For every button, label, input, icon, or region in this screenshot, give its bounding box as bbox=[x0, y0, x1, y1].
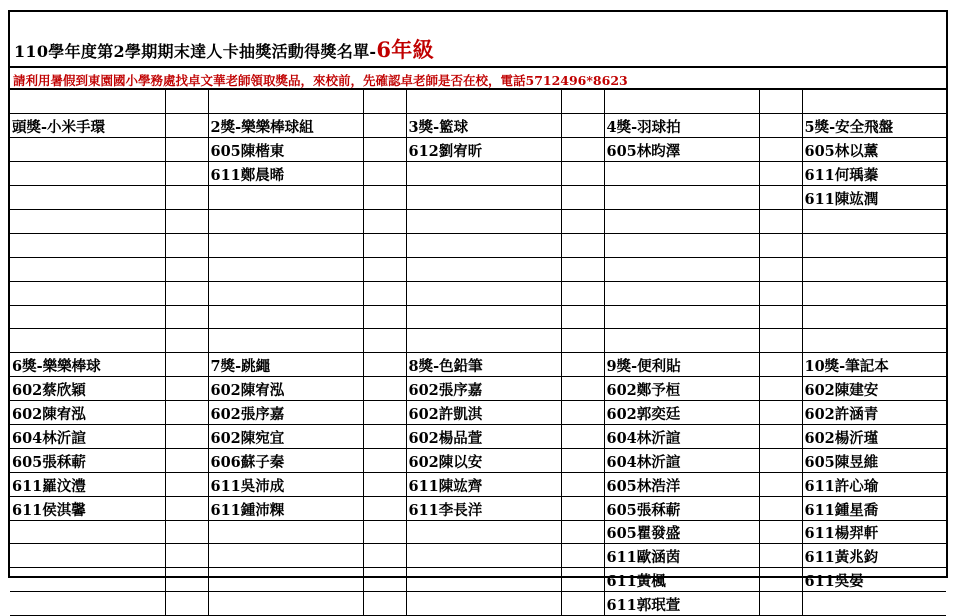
empty-cell bbox=[10, 233, 165, 257]
spacer-cell bbox=[165, 401, 208, 425]
spacer-cell bbox=[561, 305, 604, 329]
spacer-cell bbox=[363, 281, 406, 305]
spacer-cell bbox=[363, 305, 406, 329]
spacer-cell bbox=[363, 257, 406, 281]
spacer-cell bbox=[561, 114, 604, 138]
winner-cell: 611吳晏 bbox=[802, 568, 946, 592]
winner-cell: 602郭奕廷 bbox=[604, 401, 759, 425]
spacer-cell bbox=[561, 496, 604, 520]
prize-header-row bbox=[10, 353, 946, 377]
spacer-cell bbox=[759, 114, 802, 138]
prize-header: 6獎-樂樂棒球 bbox=[10, 353, 165, 377]
spacer-cell bbox=[561, 138, 604, 162]
empty-cell bbox=[10, 520, 165, 544]
winner-row bbox=[10, 162, 946, 186]
winner-cell: 605張秝蔪 bbox=[604, 496, 759, 520]
award-sheet bbox=[8, 10, 948, 615]
spacer-cell bbox=[759, 138, 802, 162]
spacer-cell bbox=[561, 329, 604, 353]
winner-cell: 611羅汶澧 bbox=[10, 472, 165, 496]
winner-cell: 611許心瑜 bbox=[802, 472, 946, 496]
winner-cell: 602陳以安 bbox=[406, 448, 561, 472]
winner-cell: 602陳宥泓 bbox=[10, 401, 165, 425]
spacer-cell bbox=[759, 424, 802, 448]
winner-row bbox=[10, 377, 946, 401]
winner-row bbox=[10, 544, 946, 568]
winner-row bbox=[10, 209, 946, 233]
notice-row bbox=[10, 68, 946, 90]
title-row bbox=[10, 12, 946, 68]
winner-cell: 611歐涵茵 bbox=[604, 544, 759, 568]
empty-cell bbox=[10, 568, 165, 592]
title-grade: 6年級 bbox=[376, 37, 434, 62]
spacer-cell bbox=[363, 329, 406, 353]
empty-cell bbox=[10, 592, 165, 616]
winner-row bbox=[10, 257, 946, 281]
spacer-cell bbox=[759, 353, 802, 377]
winner-cell: 602陳宥泓 bbox=[208, 377, 363, 401]
winner-cell: 611李長洋 bbox=[406, 496, 561, 520]
winner-row bbox=[10, 305, 946, 329]
winner-cell: 602張序嘉 bbox=[406, 377, 561, 401]
spacer-cell bbox=[165, 448, 208, 472]
winner-cell: 605瞿發盛 bbox=[604, 520, 759, 544]
winner-row bbox=[10, 448, 946, 472]
spacer-cell bbox=[165, 209, 208, 233]
winner-cell: 602許凱淇 bbox=[406, 401, 561, 425]
spacer-cell bbox=[561, 233, 604, 257]
spacer-cell bbox=[561, 90, 604, 114]
winner-cell: 602陳建安 bbox=[802, 377, 946, 401]
winner-row bbox=[10, 472, 946, 496]
winner-cell: 612劉宥昕 bbox=[406, 138, 561, 162]
empty-cell bbox=[604, 186, 759, 210]
empty-cell bbox=[10, 305, 165, 329]
spacer-cell bbox=[165, 424, 208, 448]
empty-cell bbox=[802, 329, 946, 353]
spacer-cell bbox=[561, 544, 604, 568]
winners-table bbox=[10, 90, 946, 616]
empty-cell bbox=[208, 186, 363, 210]
empty-cell bbox=[802, 257, 946, 281]
empty-cell bbox=[406, 90, 561, 114]
winner-cell: 605張秝蔪 bbox=[10, 448, 165, 472]
winner-row bbox=[10, 568, 946, 592]
spacer-cell bbox=[165, 138, 208, 162]
empty-cell bbox=[604, 233, 759, 257]
spacer-cell bbox=[561, 592, 604, 616]
winner-cell: 602楊沂瑾 bbox=[802, 424, 946, 448]
prize-header: 4獎-羽球拍 bbox=[604, 114, 759, 138]
spacer-cell bbox=[165, 568, 208, 592]
spacer-cell bbox=[363, 592, 406, 616]
empty-cell bbox=[10, 257, 165, 281]
winner-row bbox=[10, 424, 946, 448]
empty-cell bbox=[802, 592, 946, 616]
winner-row bbox=[10, 520, 946, 544]
winner-cell: 611鍾沛粿 bbox=[208, 496, 363, 520]
spacer-cell bbox=[561, 568, 604, 592]
spacer-cell bbox=[561, 472, 604, 496]
spacer-cell bbox=[165, 520, 208, 544]
spacer-cell bbox=[759, 281, 802, 305]
spacer-cell bbox=[165, 257, 208, 281]
empty-cell bbox=[406, 329, 561, 353]
winner-cell: 604林沂諠 bbox=[604, 448, 759, 472]
empty-cell bbox=[10, 138, 165, 162]
winner-row bbox=[10, 186, 946, 210]
spacer-cell bbox=[165, 281, 208, 305]
empty-cell bbox=[406, 162, 561, 186]
empty-cell bbox=[406, 305, 561, 329]
pickup-notice: 請利用暑假到東園國小學務處找卓文華老師領取獎品，來校前，先確認卓老師是否在校，電話5712496*8623 bbox=[13, 73, 628, 88]
empty-cell bbox=[406, 544, 561, 568]
spacer-cell bbox=[759, 233, 802, 257]
empty-cell bbox=[10, 329, 165, 353]
spacer-cell bbox=[165, 305, 208, 329]
spacer-cell bbox=[363, 186, 406, 210]
empty-cell bbox=[604, 162, 759, 186]
spacer-row bbox=[10, 90, 946, 114]
winner-cell: 611鍾星喬 bbox=[802, 496, 946, 520]
spacer-cell bbox=[561, 209, 604, 233]
spacer-cell bbox=[759, 448, 802, 472]
winner-cell: 604林沂諠 bbox=[604, 424, 759, 448]
spacer-cell bbox=[363, 209, 406, 233]
spacer-cell bbox=[363, 424, 406, 448]
winner-cell: 611黃兆鈞 bbox=[802, 544, 946, 568]
spacer-cell bbox=[165, 114, 208, 138]
spacer-cell bbox=[165, 496, 208, 520]
spacer-cell bbox=[561, 377, 604, 401]
winner-row bbox=[10, 233, 946, 257]
prize-header: 8獎-色鉛筆 bbox=[406, 353, 561, 377]
spacer-cell bbox=[561, 281, 604, 305]
empty-cell bbox=[604, 281, 759, 305]
spacer-cell bbox=[759, 496, 802, 520]
empty-cell bbox=[208, 544, 363, 568]
empty-cell bbox=[208, 233, 363, 257]
empty-cell bbox=[208, 257, 363, 281]
winner-cell: 604林沂諠 bbox=[10, 424, 165, 448]
empty-cell bbox=[10, 90, 165, 114]
winner-row bbox=[10, 329, 946, 353]
spacer-cell bbox=[363, 520, 406, 544]
spacer-cell bbox=[561, 424, 604, 448]
spacer-cell bbox=[759, 186, 802, 210]
spacer-cell bbox=[561, 401, 604, 425]
empty-cell bbox=[208, 281, 363, 305]
empty-cell bbox=[208, 209, 363, 233]
spacer-cell bbox=[363, 401, 406, 425]
empty-cell bbox=[604, 209, 759, 233]
empty-cell bbox=[604, 257, 759, 281]
winner-cell: 605林昀澤 bbox=[604, 138, 759, 162]
spacer-cell bbox=[363, 496, 406, 520]
spacer-cell bbox=[363, 138, 406, 162]
empty-cell bbox=[208, 520, 363, 544]
prize-header: 頭獎-小米手環 bbox=[10, 114, 165, 138]
empty-cell bbox=[208, 305, 363, 329]
spacer-cell bbox=[165, 544, 208, 568]
winner-cell: 606蘇子秦 bbox=[208, 448, 363, 472]
winner-cell: 611楊羿軒 bbox=[802, 520, 946, 544]
winner-cell: 605陳昱維 bbox=[802, 448, 946, 472]
prize-header: 7獎-跳繩 bbox=[208, 353, 363, 377]
empty-cell bbox=[406, 257, 561, 281]
spacer-cell bbox=[759, 90, 802, 114]
spacer-cell bbox=[363, 353, 406, 377]
spacer-cell bbox=[363, 568, 406, 592]
spacer-cell bbox=[759, 401, 802, 425]
empty-cell bbox=[406, 520, 561, 544]
empty-cell bbox=[604, 305, 759, 329]
winner-row bbox=[10, 592, 946, 616]
empty-cell bbox=[406, 281, 561, 305]
winner-row bbox=[10, 138, 946, 162]
empty-cell bbox=[208, 568, 363, 592]
empty-cell bbox=[604, 329, 759, 353]
winner-row bbox=[10, 496, 946, 520]
spacer-cell bbox=[561, 162, 604, 186]
spacer-cell bbox=[165, 592, 208, 616]
spacer-cell bbox=[165, 472, 208, 496]
spacer-cell bbox=[363, 377, 406, 401]
spacer-cell bbox=[759, 209, 802, 233]
sheet-title bbox=[14, 34, 434, 64]
spacer-cell bbox=[165, 162, 208, 186]
winner-cell: 602陳宛宜 bbox=[208, 424, 363, 448]
spacer-cell bbox=[759, 520, 802, 544]
spacer-cell bbox=[759, 305, 802, 329]
spacer-cell bbox=[759, 377, 802, 401]
spacer-cell bbox=[363, 233, 406, 257]
prize-header: 5獎-安全飛盤 bbox=[802, 114, 946, 138]
spacer-cell bbox=[165, 233, 208, 257]
empty-cell bbox=[10, 281, 165, 305]
spacer-cell bbox=[759, 544, 802, 568]
empty-cell bbox=[802, 281, 946, 305]
winner-cell: 602鄭予桓 bbox=[604, 377, 759, 401]
spacer-cell bbox=[759, 472, 802, 496]
empty-cell bbox=[406, 186, 561, 210]
empty-cell bbox=[406, 592, 561, 616]
winner-cell: 611黃楓 bbox=[604, 568, 759, 592]
winner-cell: 602蔡欣穎 bbox=[10, 377, 165, 401]
spacer-cell bbox=[759, 257, 802, 281]
spacer-cell bbox=[561, 186, 604, 210]
spacer-cell bbox=[759, 592, 802, 616]
prize-header: 9獎-便利貼 bbox=[604, 353, 759, 377]
empty-cell bbox=[604, 90, 759, 114]
winner-cell: 611侯淇馨 bbox=[10, 496, 165, 520]
spacer-cell bbox=[759, 162, 802, 186]
winner-cell: 602張序嘉 bbox=[208, 401, 363, 425]
empty-cell bbox=[208, 329, 363, 353]
empty-cell bbox=[802, 305, 946, 329]
empty-cell bbox=[406, 568, 561, 592]
spacer-cell bbox=[561, 257, 604, 281]
winner-cell: 611郭珉萱 bbox=[604, 592, 759, 616]
winner-row bbox=[10, 401, 946, 425]
prize-header: 10獎-筆記本 bbox=[802, 353, 946, 377]
spacer-cell bbox=[363, 114, 406, 138]
empty-cell bbox=[208, 592, 363, 616]
empty-cell bbox=[10, 544, 165, 568]
spacer-cell bbox=[759, 568, 802, 592]
winner-cell: 602許涵青 bbox=[802, 401, 946, 425]
winner-cell: 611陳竑潤 bbox=[802, 186, 946, 210]
winner-cell: 611陳竑齊 bbox=[406, 472, 561, 496]
spacer-cell bbox=[363, 544, 406, 568]
winner-cell: 605林浩洋 bbox=[604, 472, 759, 496]
spacer-cell bbox=[561, 448, 604, 472]
empty-cell bbox=[802, 90, 946, 114]
spacer-cell bbox=[363, 472, 406, 496]
spacer-cell bbox=[165, 186, 208, 210]
winner-row bbox=[10, 281, 946, 305]
winner-cell: 605林以薰 bbox=[802, 138, 946, 162]
prize-header: 3獎-籃球 bbox=[406, 114, 561, 138]
spacer-cell bbox=[561, 353, 604, 377]
empty-cell bbox=[802, 209, 946, 233]
winner-cell: 611何瑀蓁 bbox=[802, 162, 946, 186]
spacer-cell bbox=[165, 329, 208, 353]
empty-cell bbox=[10, 186, 165, 210]
spacer-cell bbox=[165, 90, 208, 114]
spacer-cell bbox=[363, 448, 406, 472]
empty-cell bbox=[406, 233, 561, 257]
empty-cell bbox=[10, 209, 165, 233]
spacer-cell bbox=[165, 353, 208, 377]
prize-header: 2獎-樂樂棒球組 bbox=[208, 114, 363, 138]
spacer-cell bbox=[363, 162, 406, 186]
empty-cell bbox=[10, 162, 165, 186]
spacer-cell bbox=[561, 520, 604, 544]
title-main: 110學年度第2學期期末達人卡抽獎活動得獎名單- bbox=[14, 42, 377, 61]
prize-header-row bbox=[10, 114, 946, 138]
spacer-cell bbox=[363, 90, 406, 114]
winner-cell: 611鄭晨晞 bbox=[208, 162, 363, 186]
empty-cell bbox=[802, 233, 946, 257]
empty-cell bbox=[406, 209, 561, 233]
winner-cell: 602楊品萱 bbox=[406, 424, 561, 448]
spacer-cell bbox=[759, 329, 802, 353]
empty-cell bbox=[208, 90, 363, 114]
winner-cell: 611吳沛成 bbox=[208, 472, 363, 496]
spacer-cell bbox=[165, 377, 208, 401]
winner-cell: 605陳楷東 bbox=[208, 138, 363, 162]
